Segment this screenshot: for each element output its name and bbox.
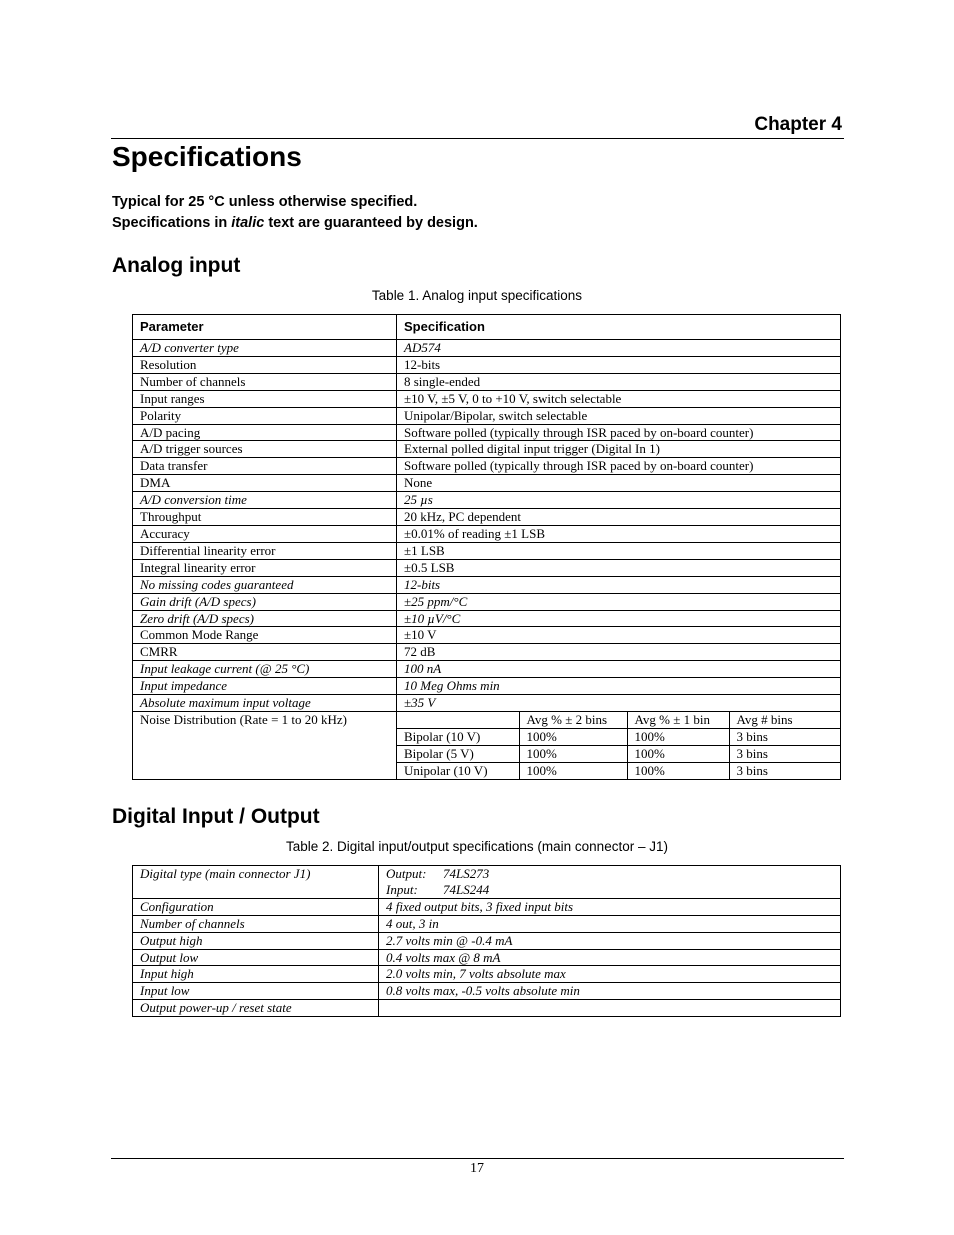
parameter-cell: A/D trigger sources xyxy=(133,441,397,458)
specification-cell: ±10 V, ±5 V, 0 to +10 V, switch selectable xyxy=(397,390,841,407)
parameter-cell: Input leakage current (@ 25 °C) xyxy=(133,661,397,678)
specification-cell: ±0.5 LSB xyxy=(397,559,841,576)
specification-cell: Unipolar/Bipolar, switch selectable xyxy=(397,407,841,424)
table-row xyxy=(133,475,841,492)
parameter-cell: Input high xyxy=(133,966,379,983)
intro-line-2 xyxy=(112,213,478,234)
specification-cell: 0.8 volts max, -0.5 volts absolute min xyxy=(379,983,841,1000)
table-row xyxy=(133,932,841,949)
specification-cell: 4 out, 3 in xyxy=(379,915,841,932)
page-number: 17 xyxy=(470,1161,484,1176)
noise-cell: 3 bins xyxy=(736,762,768,778)
table-row xyxy=(133,509,841,526)
parameter-cell: No missing codes guaranteed xyxy=(133,576,397,593)
parameter-cell: DMA xyxy=(133,475,397,492)
specification-cell: 0.4 volts max @ 8 mA xyxy=(379,949,841,966)
table-row xyxy=(133,373,841,390)
noise-cell: 100% xyxy=(519,762,627,778)
table-row xyxy=(133,644,841,661)
intro-text xyxy=(112,192,478,234)
noise-column-header xyxy=(397,712,519,728)
specification-cell: 2.7 volts min @ -0.4 mA xyxy=(379,932,841,949)
specification-cell: Software polled (typically through ISR paced by on-board counter) xyxy=(397,458,841,475)
noise-cell: 3 bins xyxy=(729,728,841,745)
intro-line-2-prefix: Specifications in xyxy=(112,215,232,231)
specification-cell: 10 Meg Ohms min xyxy=(397,678,841,695)
table-row xyxy=(133,627,841,644)
table-row xyxy=(133,356,841,373)
digital-type-output-label: Output: xyxy=(386,866,427,881)
specification-cell: 100 nA xyxy=(397,661,841,678)
intro-line-2-italic: italic xyxy=(231,215,265,231)
parameter-cell: Number of channels xyxy=(133,915,379,932)
parameter-cell: Data transfer xyxy=(133,458,397,475)
parameter-cell: Output low xyxy=(133,949,379,966)
noise-column-header: Avg % ± 2 bins xyxy=(519,712,627,728)
column-header-parameter: Parameter xyxy=(133,315,397,340)
table-row xyxy=(133,576,841,593)
table-row xyxy=(133,559,841,576)
parameter-cell: Throughput xyxy=(133,509,397,526)
parameter-cell: Integral linearity error xyxy=(133,559,397,576)
intro-line-1: Typical for 25 °C unless otherwise specified. xyxy=(112,194,418,210)
footer-rule xyxy=(111,1158,844,1159)
table-row xyxy=(133,966,841,983)
specification-cell: 25 µs xyxy=(397,492,841,509)
noise-cell: 100% xyxy=(627,728,729,745)
specification-cell: ±35 V xyxy=(397,695,841,712)
table-row xyxy=(133,949,841,966)
specification-cell: 12-bits xyxy=(397,576,841,593)
table-row xyxy=(133,390,841,407)
table-row xyxy=(133,695,841,712)
chapter-label: Chapter 4 xyxy=(754,114,842,135)
parameter-cell: Common Mode Range xyxy=(133,627,397,644)
noise-cell: Bipolar (5 V) xyxy=(397,745,519,762)
specification-cell: ±25 ppm/°C xyxy=(397,593,841,610)
noise-row xyxy=(397,762,841,778)
parameter-cell: Absolute maximum input voltage xyxy=(133,695,397,712)
table-row xyxy=(133,593,841,610)
parameter-cell: Input ranges xyxy=(133,390,397,407)
noise-cell: 100% xyxy=(519,728,627,745)
noise-column-header: Avg # bins xyxy=(729,712,841,728)
noise-cell: 100% xyxy=(627,745,729,762)
parameter-cell: Number of channels xyxy=(133,373,397,390)
specification-cell: 4 fixed output bits, 3 fixed input bits xyxy=(379,898,841,915)
page-title: Specifications xyxy=(112,141,302,172)
noise-distribution-row xyxy=(133,711,841,779)
specification-cell: ±0.01% of reading ±1 LSB xyxy=(397,525,841,542)
digital-type-input-value: 74LS244 xyxy=(443,881,490,897)
table-row xyxy=(133,661,841,678)
analog-table-caption: Table 1. Analog input specifications xyxy=(371,288,583,303)
analog-input-table xyxy=(132,314,841,780)
table-row xyxy=(133,525,841,542)
digital-type-output-value: 74LS273 xyxy=(443,866,490,881)
specification-cell: 2.0 volts min, 7 volts absolute max xyxy=(379,966,841,983)
parameter-cell: CMRR xyxy=(133,644,397,661)
noise-row xyxy=(397,745,841,762)
noise-distribution-label: Noise Distribution (Rate = 1 to 20 kHz) xyxy=(133,711,397,779)
specification-cell: None xyxy=(397,475,841,492)
parameter-cell: Input low xyxy=(133,983,379,1000)
parameter-cell: A/D conversion time xyxy=(133,492,397,509)
table-header-row xyxy=(133,315,841,340)
table-row xyxy=(133,610,841,627)
table-row xyxy=(133,407,841,424)
specification-cell: ±10 V xyxy=(397,627,841,644)
digital-io-heading: Digital Input / Output xyxy=(112,805,320,828)
noise-distribution-table xyxy=(397,712,841,779)
parameter-cell: A/D pacing xyxy=(133,424,397,441)
parameter-cell: A/D converter type xyxy=(133,340,397,357)
specification-cell: Software polled (typically through ISR paced by on-board counter) xyxy=(397,424,841,441)
table-row xyxy=(133,340,841,357)
digital-table-caption: Table 2. Digital input/output specifications (main connector – J1) xyxy=(286,839,668,854)
noise-cell: 100% xyxy=(519,745,627,762)
parameter-cell: Resolution xyxy=(133,356,397,373)
parameter-cell: Differential linearity error xyxy=(133,542,397,559)
table-row xyxy=(133,492,841,509)
table-row xyxy=(133,424,841,441)
table-row xyxy=(133,458,841,475)
table-row xyxy=(133,1000,841,1017)
parameter-cell: Polarity xyxy=(133,407,397,424)
noise-row xyxy=(397,728,841,745)
parameter-cell: Accuracy xyxy=(133,525,397,542)
intro-line-2-suffix: text are guaranteed by design. xyxy=(264,215,478,231)
specification-cell: 72 dB xyxy=(397,644,841,661)
noise-cell: Unipolar (10 V) xyxy=(397,762,519,778)
specification-cell: 8 single-ended xyxy=(397,373,841,390)
noise-header-row xyxy=(397,712,841,728)
noise-cell: 3 bins xyxy=(729,745,841,762)
parameter-cell: Configuration xyxy=(133,898,379,915)
digital-type-value xyxy=(379,866,841,899)
parameter-cell: Gain drift (A/D specs) xyxy=(133,593,397,610)
specification-cell: External polled digital input trigger (Digital In 1) xyxy=(397,441,841,458)
parameter-cell: Zero drift (A/D specs) xyxy=(133,610,397,627)
header-rule xyxy=(111,138,844,139)
noise-cell: 100% xyxy=(627,762,729,778)
table-row xyxy=(133,983,841,1000)
table-row xyxy=(133,866,841,899)
table-row xyxy=(133,542,841,559)
noise-distribution-cell xyxy=(397,711,841,779)
specification-cell: 20 kHz, PC dependent xyxy=(397,509,841,526)
column-header-specification: Specification xyxy=(397,315,841,340)
table-row xyxy=(133,678,841,695)
parameter-cell: Input impedance xyxy=(133,678,397,695)
digital-io-table xyxy=(132,865,841,1017)
parameter-cell: Output power-up / reset state xyxy=(133,1000,379,1017)
noise-cell: Bipolar (10 V) xyxy=(397,728,519,745)
specification-cell: ±10 µV/°C xyxy=(397,610,841,627)
table-row xyxy=(133,441,841,458)
table-row xyxy=(133,898,841,915)
specification-cell xyxy=(379,1000,841,1017)
noise-column-header: Avg % ± 1 bin xyxy=(627,712,729,728)
specification-cell: ±1 LSB xyxy=(397,542,841,559)
digital-type-label: Digital type (main connector J1) xyxy=(133,866,379,899)
specification-cell: 12-bits xyxy=(397,356,841,373)
digital-type-input-label: Input: xyxy=(386,881,418,897)
specification-cell: AD574 xyxy=(397,340,841,357)
table-row xyxy=(133,915,841,932)
parameter-cell: Output high xyxy=(133,932,379,949)
analog-input-heading: Analog input xyxy=(112,254,241,277)
